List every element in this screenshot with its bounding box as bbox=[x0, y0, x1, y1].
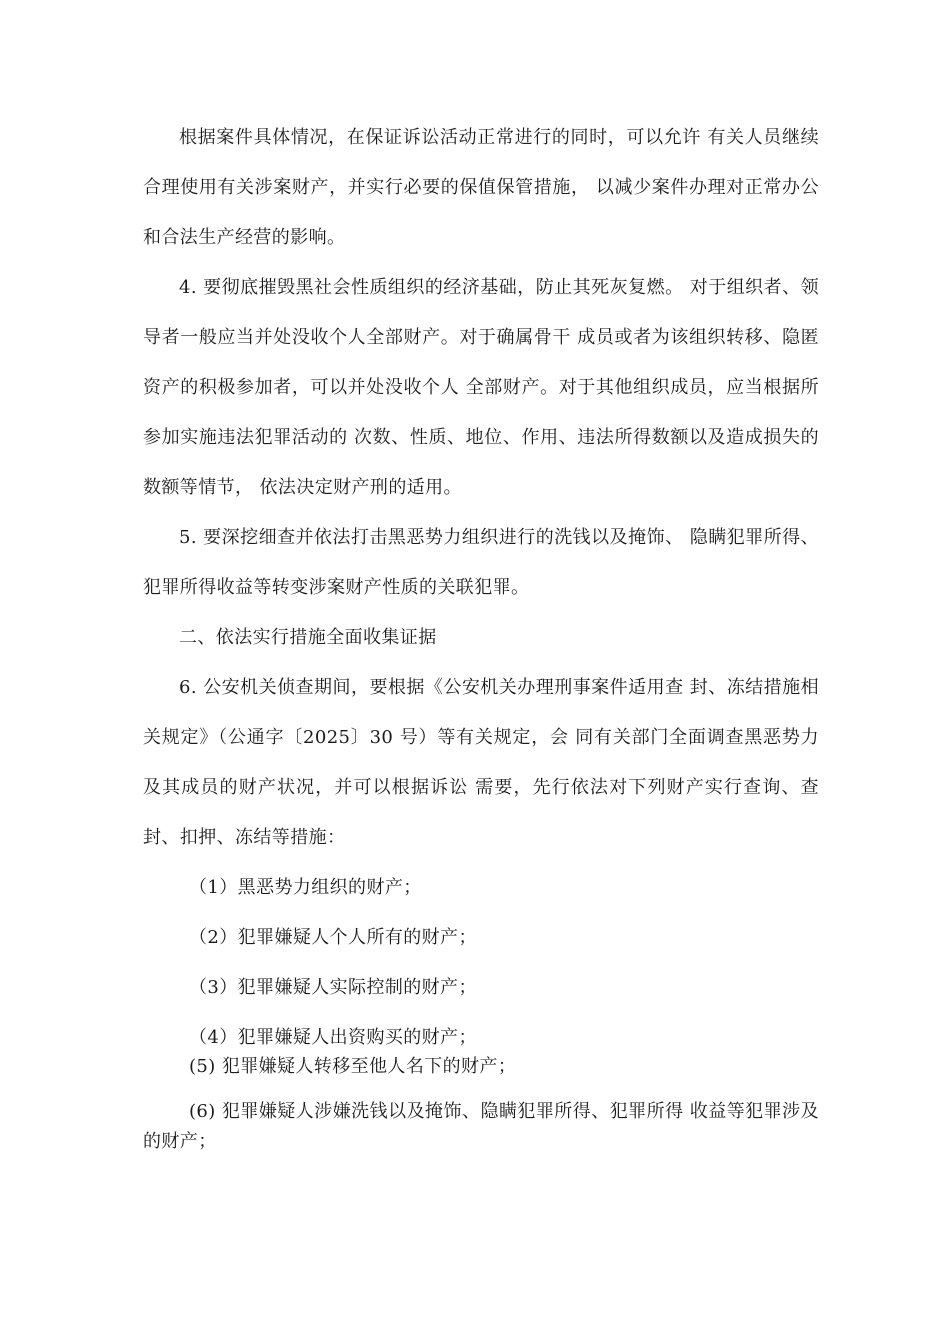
list-item: （3）犯罪嫌疑人实际控制的财产； bbox=[189, 977, 477, 998]
list-item-final: (6) 犯罪嫌疑人涉嫌洗钱以及掩饰、隐瞒犯罪所得、犯罪所得 收益等犯罪涉及的财产； bbox=[143, 1101, 819, 1152]
paragraph-4-economic-base: 4. 要彻底摧毁黑社会性质组织的经济基础，防止其死灰复燃。 对于组织者、领导者一般应当并处没收个人全部财产。对于确属骨干 成员或者为该组织转移、隐匿资产的积极参加者，可以并处没收个人 全部财产。对于其他组织成员，应当根据所参加实施违法犯罪活动的 次数、性质、地位、作用、违法所得数额以及造成损失的数额等情节， 依法决定财产刑的适用。 bbox=[143, 277, 819, 498]
list-item: （2）犯罪嫌疑人个人所有的财产； bbox=[189, 927, 477, 948]
list-item: (5) 犯罪嫌疑人转移至他人名下的财产； bbox=[189, 1056, 517, 1077]
list-item: （4）犯罪嫌疑人出资购买的财产； bbox=[189, 1027, 477, 1048]
paragraph-6-investigation: 6. 公安机关侦查期间，要根据《公安机关办理刑事案件适用查 封、冻结措施相关规定》（公通字〔2025〕30 号）等有关规定，会 同有关部门全面调查黑恶势力及其成员的财产状况，并可以根据诉讼 需要，先行依法对下列财产实行查询、查封、扣押、冻结等措施： bbox=[143, 677, 819, 848]
paragraph-property-use: 根据案件具体情况，在保证诉讼活动正常进行的同时，可以允许 有关人员继续合理使用有关涉案财产，并实行必要的保值保管措施， 以减少案件办理对正常办公和合法生产经营的影响。 bbox=[143, 127, 819, 248]
list-item: （1）黑恶势力组织的财产； bbox=[189, 877, 422, 898]
section-heading-evidence: 二、依法实行措施全面收集证据 bbox=[179, 627, 437, 648]
document-body bbox=[143, 113, 819, 1157]
paragraph-5-related-crimes: 5. 要深挖细查并依法打击黑恶势力组织进行的洗钱以及掩饰、 隐瞒犯罪所得、犯罪所得收益等转变涉案财产性质的关联犯罪。 bbox=[143, 527, 819, 598]
